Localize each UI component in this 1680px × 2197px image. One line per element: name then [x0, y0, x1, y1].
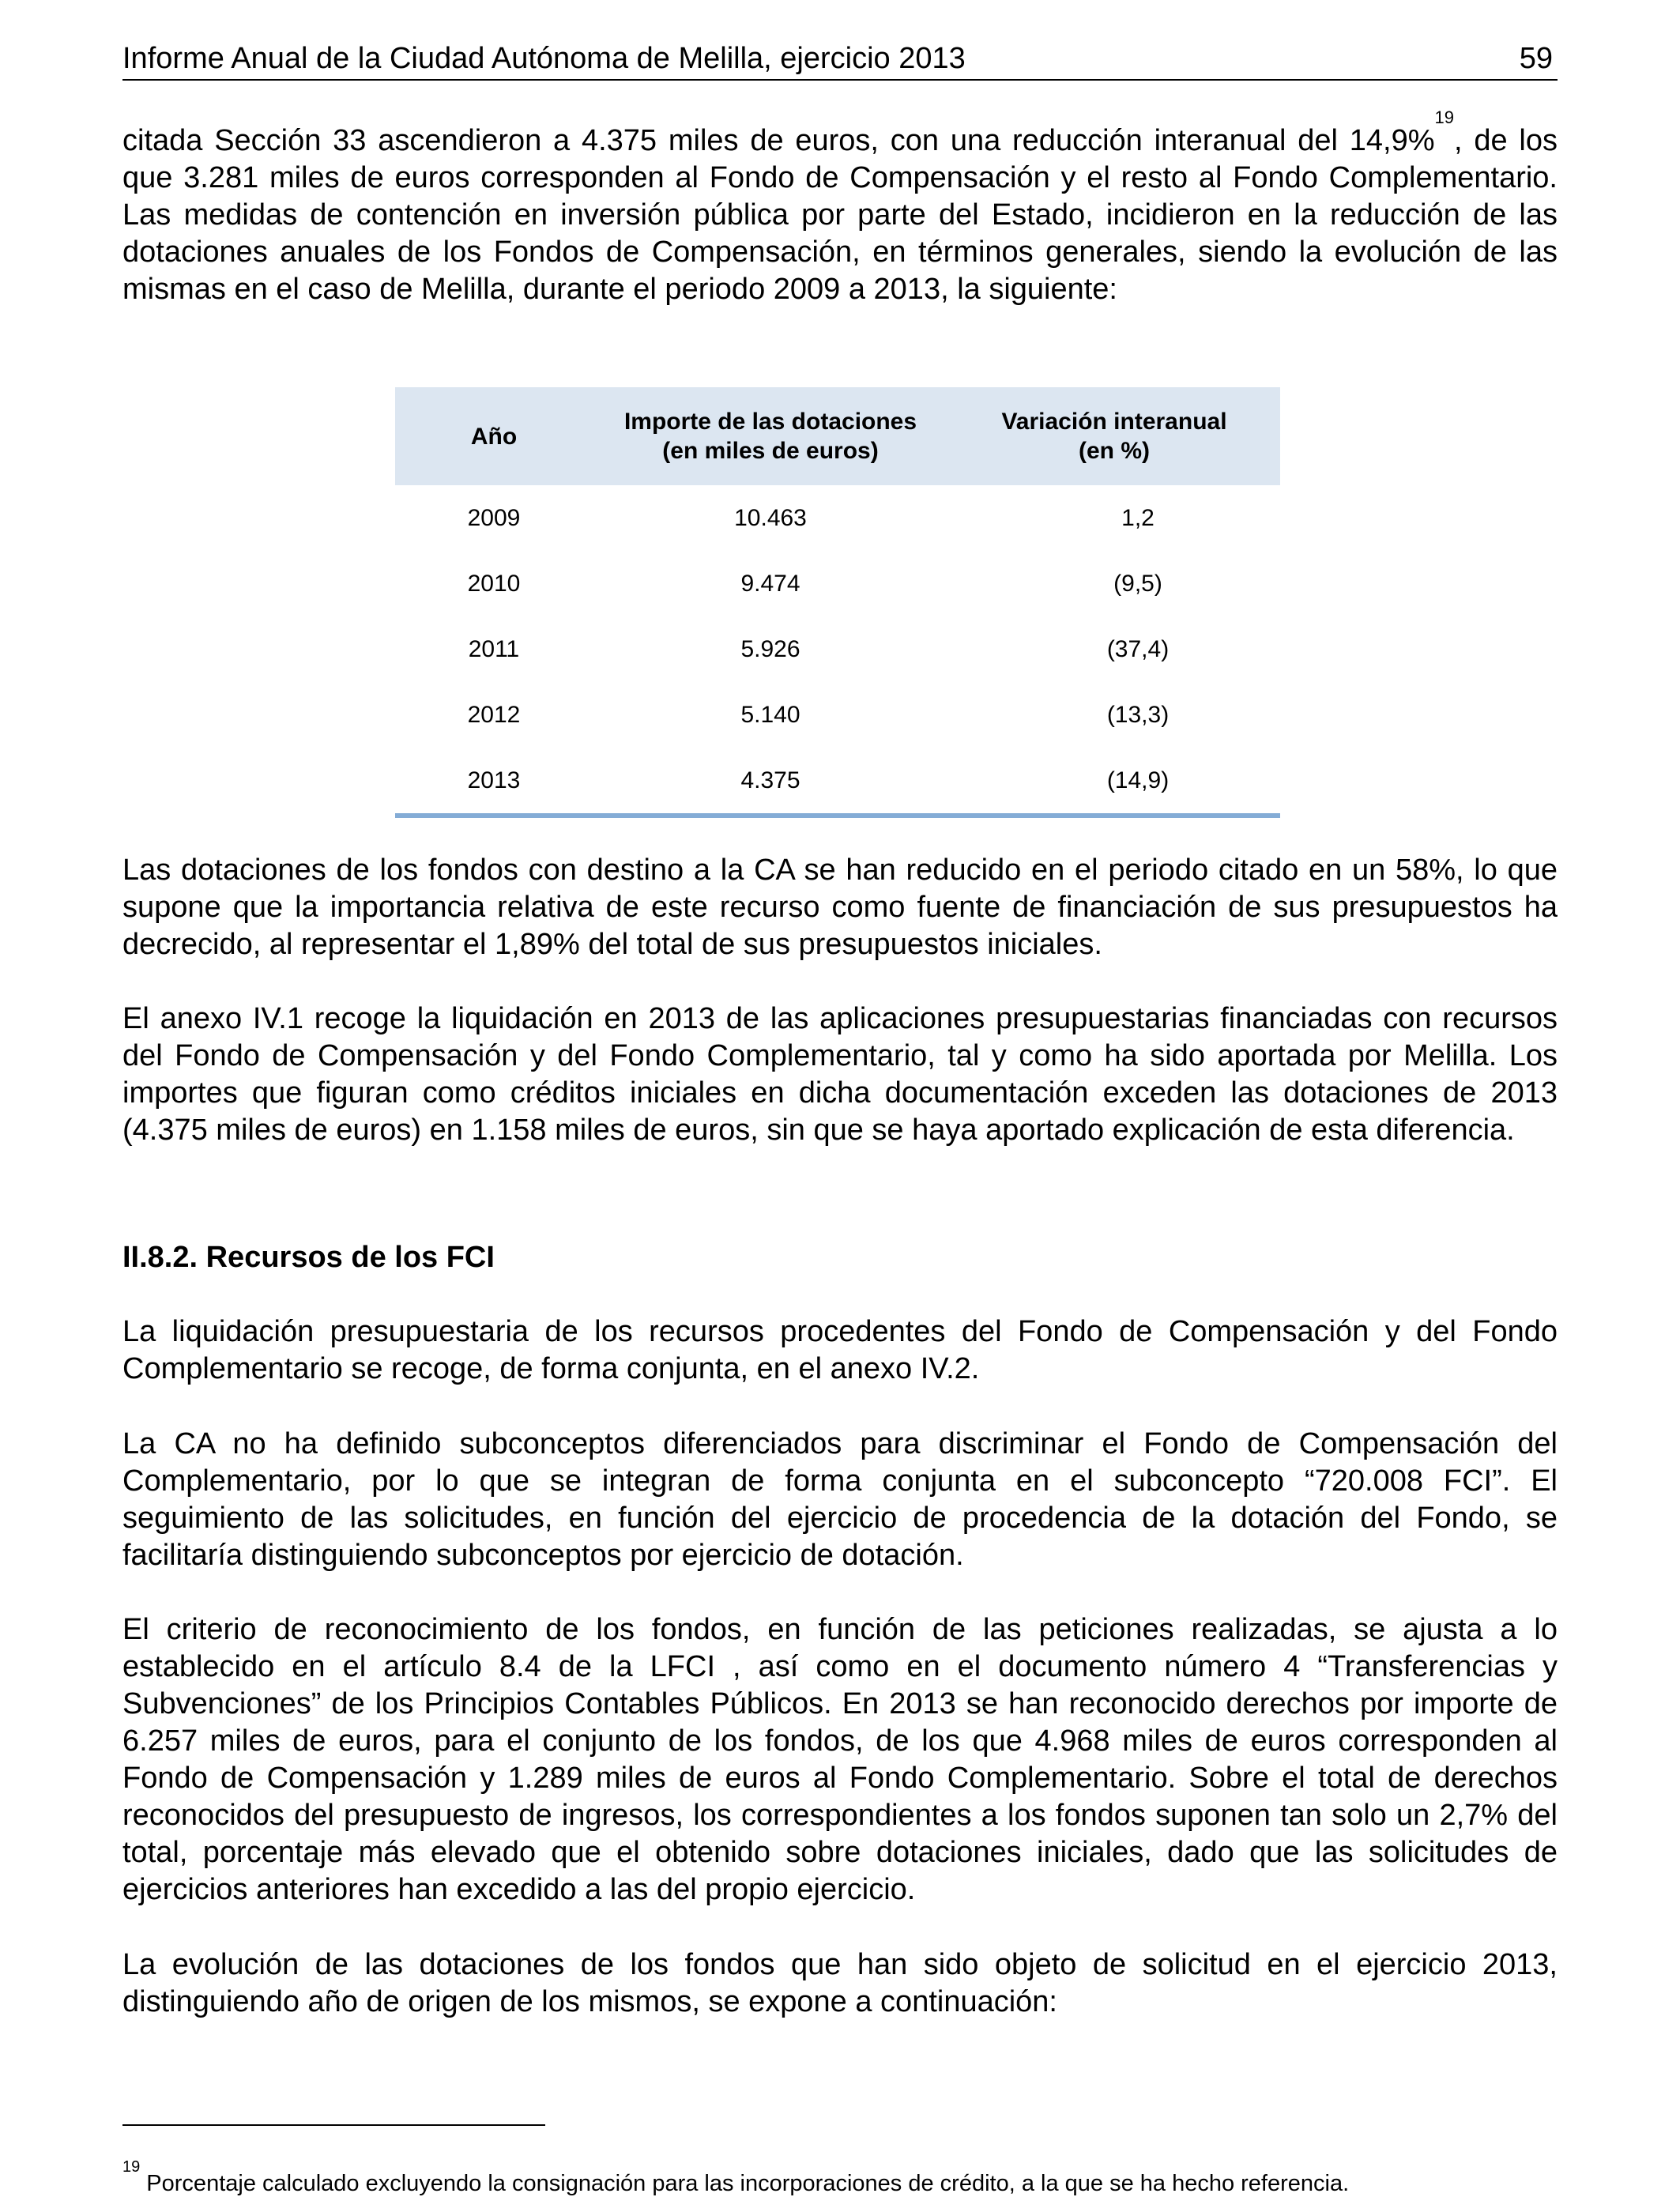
- paragraph-4: La liquidación presupuestaria de los recursos procedentes del Fondo de Compensación y del Fondo Complementario se recoge, de forma conjunta, en el anexo IV.2.: [122, 1315, 1558, 1385]
- paragraph-7: La evolución de las dotaciones de los fondos que han sido objeto de solicitud en el ejercicio 2013, distinguiendo año de origen de los mismos, se expone a continuación:: [122, 1948, 1558, 2018]
- footnote-divider: [122, 2124, 545, 2126]
- cell-variation: (14,9): [948, 748, 1280, 816]
- table-row: [395, 485, 1280, 551]
- footnote-reference[interactable]: 19: [1434, 107, 1454, 127]
- header-variation: Variación interanual (en %): [948, 387, 1280, 485]
- cell-year: 2013: [395, 748, 593, 816]
- cell-amount: 4.375: [593, 748, 948, 816]
- paragraph-2: Las dotaciones de los fondos con destino a la CA se han reducido en el periodo citado en un 58%, lo que supone que la importancia relativa de este recurso como fuente de financiación de sus presupuestos ha decrecido, al representar el 1,89% del total de sus presupuestos iniciales.: [122, 854, 1558, 961]
- table-header-row: [395, 387, 1280, 485]
- cell-variation: (9,5): [1113, 570, 1162, 597]
- paragraph-5: La CA no ha definido subconceptos diferenciados para discriminar el Fondo de Compensación del Complementario, por lo que se integran de forma conjunta en el subconcepto “720.008 FCI”. El seguimiento de las solicitudes, en función del ejercicio de procedencia de la dotación del Fondo, se facilitaría distinguiendo subconceptos por ejercicio de dotación.: [122, 1427, 1558, 1572]
- cell-year: 2010: [467, 570, 521, 597]
- cell-year: 2011: [468, 635, 520, 662]
- document-page: [122, 0, 1558, 2194]
- paragraph-1-text-start: citada Sección 33 ascendieron a 4.375 miles de euros, con una reducción interanual del 14,9%: [122, 124, 1435, 157]
- paragraph-3: El anexo IV.1 recoge la liquidación en 2013 de las aplicaciones presupuestarias financiadas con recursos del Fondo de Compensación y del Fondo Complementario, tal y como ha sido aportada por Melilla. Los importes que figuran como créditos iniciales en dicha documentación exceden las dotaciones de 2013 (4.375 miles de euros) en 1.158 miles de euros, sin que se haya aportado explicación de esta diferencia.: [122, 1002, 1558, 1147]
- page-number: 59: [1519, 42, 1553, 75]
- allocations-table: [395, 387, 1280, 818]
- cell-year: 2012: [467, 701, 521, 728]
- paragraph-6: El criterio de reconocimiento de los fondos, en función de las peticiones realizadas, se ajusta a lo establecido en el artículo 8.4 de la LFCI , así como en el documento número 4 “Transferencias y Subvenciones” de los Principios Contables Públicos. En 2013 se han reconocido derechos por importe de 6.257 miles de euros, para el conjunto de los fondos, de los que 4.968 miles de euros corresponden al Fondo de Compensación y 1.289 miles de euros al Fondo Complementario. Sobre el total de derechos reconocidos del presupuesto de ingresos, los correspondientes a los fondos suponen tan solo un 2,7% del total, porcentaje más elevado que el obtenido sobre dotaciones iniciales, dado que las solicitudes de ejercicios anteriores han excedido a las del propio ejercicio.: [122, 1613, 1558, 1906]
- header-amount: Importe de las dotaciones (en miles de euros): [593, 387, 948, 485]
- table-row: [395, 551, 1280, 616]
- cell-amount: 10.463: [734, 504, 807, 531]
- paragraph-1-text-end: , de los que 3.281 miles de euros corresponden al Fondo de Compensación y el resto al Fondo Complementario. Las medidas de contención en inversión pública por parte del Estado, incidieron en la reducción de las dotaciones anuales de los Fondos de Compensación, en términos generales, siendo la evolución de las mismas en el caso de Melilla, durante el periodo 2009 a 2013, la siguiente:: [122, 124, 1558, 306]
- cell-amount: 5.140: [740, 701, 800, 728]
- footnote-text: Porcentaje calculado excluyendo la consignación para las incorporaciones de crédito, a la que se ha hecho referencia.: [140, 2171, 1350, 2196]
- header-title: Informe Anual de la Ciudad Autónoma de Melilla, ejercicio 2013: [122, 42, 966, 75]
- header-year: Año: [395, 387, 593, 485]
- cell-year: 2009: [467, 504, 521, 531]
- paragraph-1: [122, 107, 1558, 308]
- cell-amount: 9.474: [740, 570, 800, 597]
- cell-variation: 1,2: [1121, 504, 1155, 531]
- cell-amount: 5.926: [740, 635, 800, 662]
- section-heading: II.8.2. Recursos de los FCI: [122, 1241, 495, 1274]
- page-header: [122, 40, 1558, 81]
- cell-variation: (13,3): [1106, 701, 1170, 728]
- table-row: [395, 682, 1280, 748]
- table-row: [395, 748, 1280, 816]
- table-row: [395, 616, 1280, 682]
- footnote-number: 19: [122, 2158, 141, 2176]
- footnote: [122, 2158, 1350, 2197]
- cell-variation: (37,4): [1106, 635, 1170, 662]
